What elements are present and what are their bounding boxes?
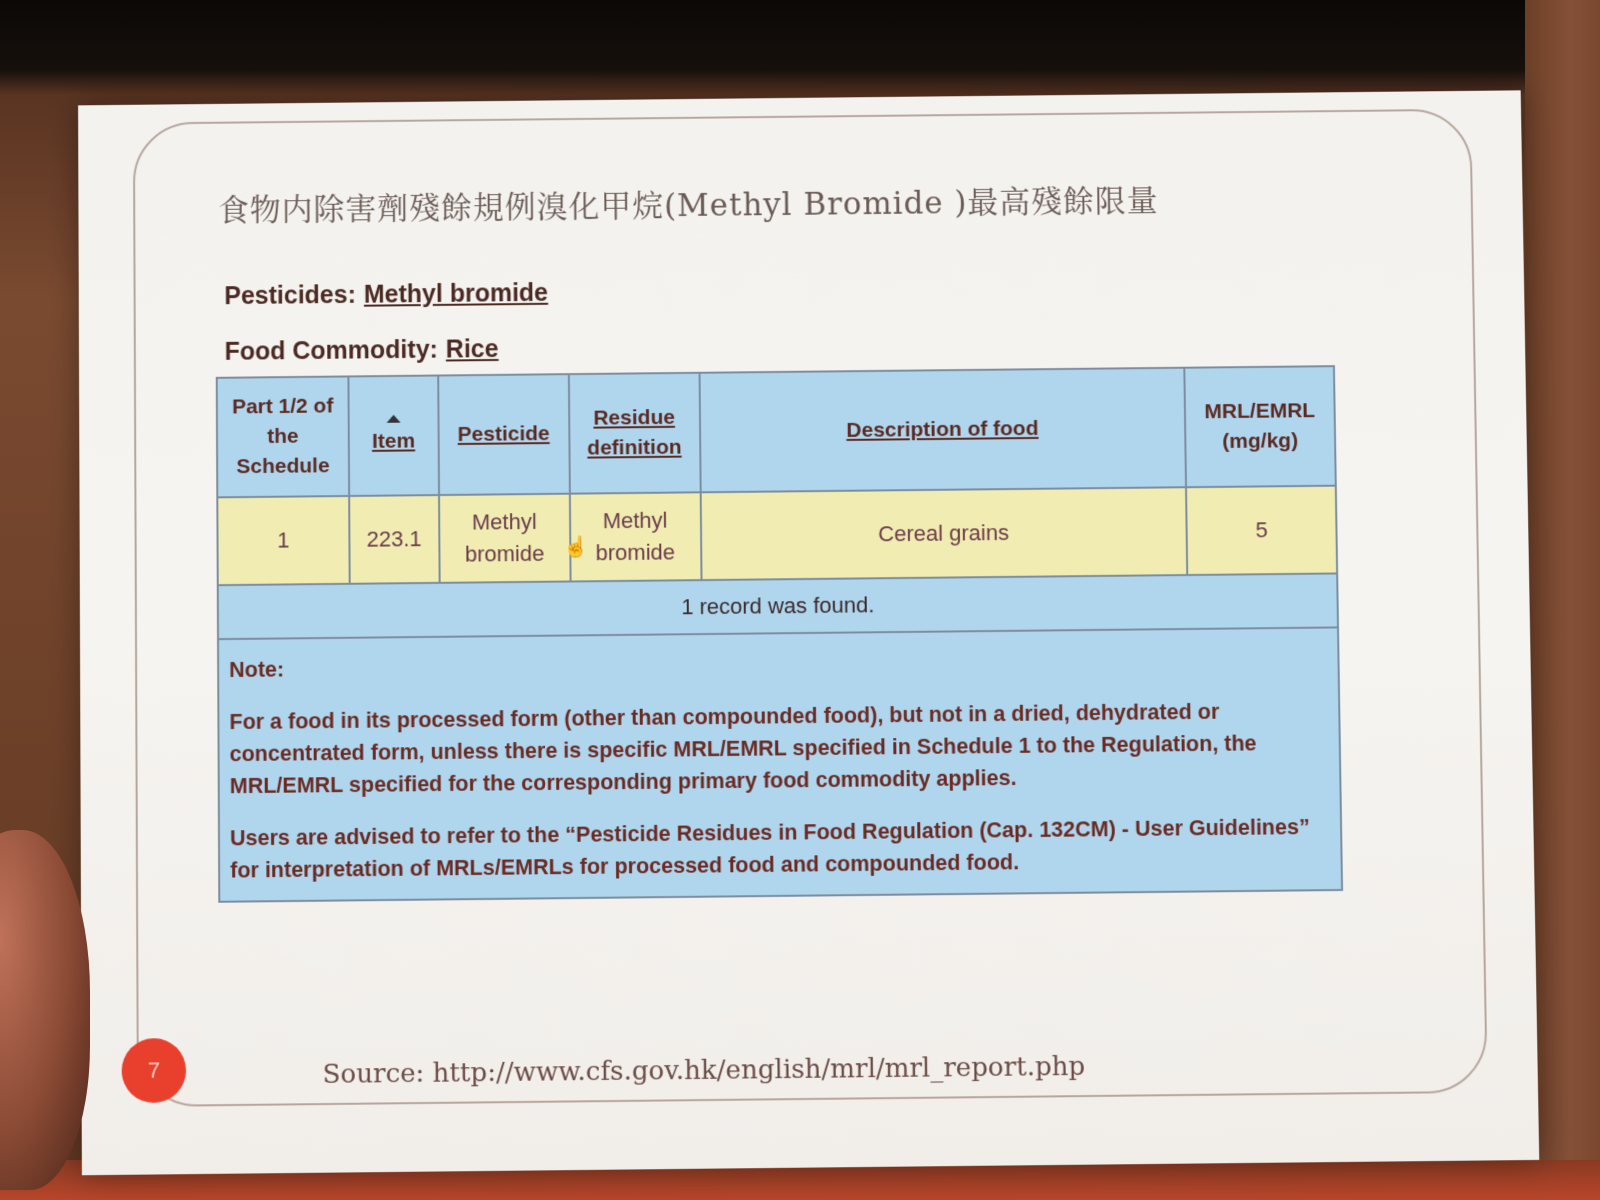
commodity-field [225, 335, 499, 367]
note-title: Note: [229, 657, 285, 683]
slide-heading: 食物内除害劑殘餘規例溴化甲烷(Methyl Bromide )最高殘餘限量 [217, 183, 1159, 229]
col-part: Part 1/2 of the Schedule [217, 376, 349, 497]
hand-cursor-icon: ☝ [563, 536, 589, 559]
cell-part: 1 [217, 496, 349, 585]
records-found-text: 1 record was found. [218, 573, 1338, 639]
page-number-badge: 7 [122, 1038, 187, 1103]
col-mrl: MRL/EMRL (mg/kg) [1184, 366, 1335, 487]
col-description[interactable]: Description of food [699, 368, 1186, 493]
pesticides-link[interactable]: Methyl bromide [363, 278, 549, 309]
audience-head [0, 830, 90, 1190]
col-residue[interactable]: Residue definition [568, 373, 700, 494]
projection-screen [78, 90, 1539, 1175]
note-row [218, 627, 1342, 901]
cell-item: 223.1 [349, 495, 439, 584]
commodity-label: Food Commodity: [224, 335, 438, 366]
table-header-row [217, 366, 1336, 497]
mrl-table [216, 365, 1343, 903]
commodity-link[interactable]: Rice [445, 335, 499, 364]
pesticides-label: Pesticides: [224, 280, 356, 311]
note-paragraph-2: Users are advised to refer to the “Pesticide Residues in Food Regulation (Cap. 132CM) - User Guidelines” for interpretation of MRLs/EMRLs for processed food and compounded food. [229, 815, 1310, 883]
cell-mrl: 5 [1186, 486, 1337, 575]
cell-description: Cereal grains [700, 487, 1187, 580]
source-citation: Source: http://www.cfs.gov.hk/english/mrl/mrl_report.php [322, 1051, 1086, 1090]
note-block [218, 627, 1342, 901]
sort-asc-icon [386, 415, 400, 423]
note-paragraph-1: For a food in its processed form (other than compounded food), but not in a dried, dehydrated or concentrated form, unless there is specific MRL/EMRL specified in Schedule 1 to the Regulation, the MRL/EMRL specified for the corresponding primary food commodity applies. [229, 699, 1257, 799]
pesticides-field [224, 279, 548, 311]
table-row [217, 486, 1337, 586]
cell-pesticide: Methyl bromide [439, 494, 570, 583]
cell-residue: Methyl bromide [569, 492, 701, 581]
col-item[interactable]: Item [348, 376, 438, 496]
col-pesticide[interactable]: Pesticide [438, 374, 570, 495]
